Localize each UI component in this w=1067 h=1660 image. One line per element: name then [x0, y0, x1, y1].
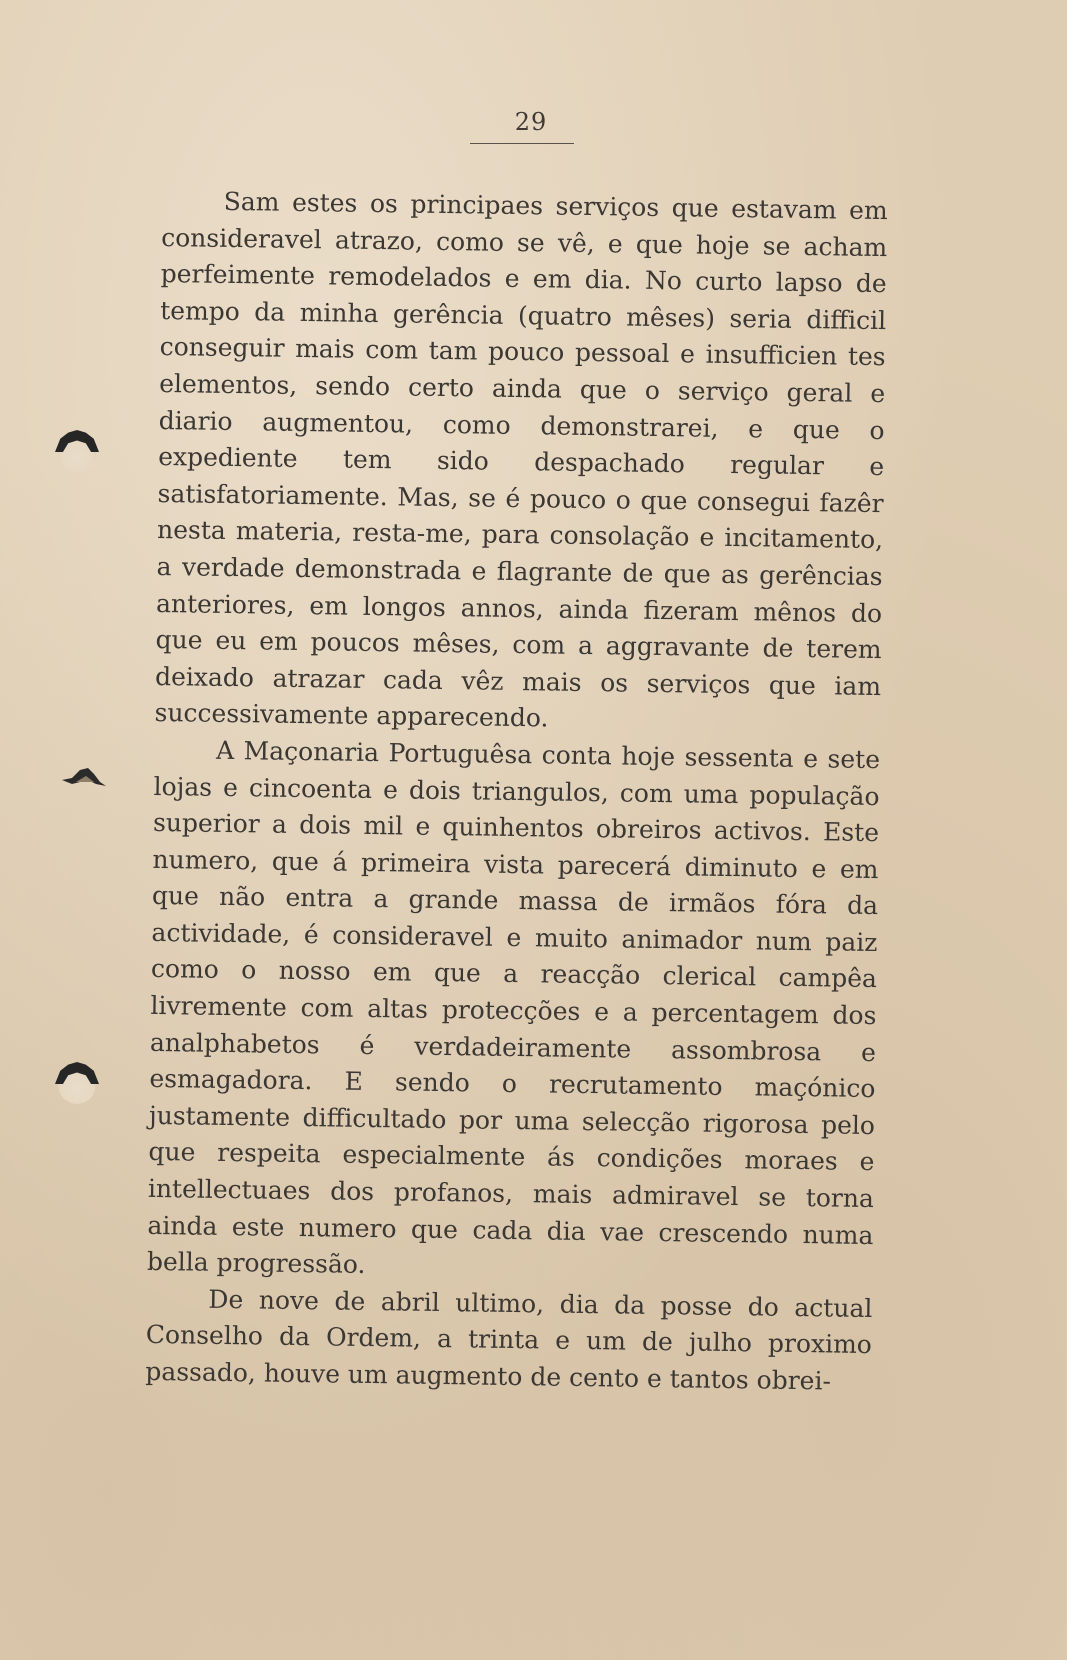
page-number-rule: [470, 143, 574, 144]
punch-hole-bottom: [58, 1066, 96, 1104]
paragraph-3: De nove de abril ultimo, dia da posse do actual Conselho da Ordem, a trinta e um de julho proximo passado, houve um augmento de cento e tantos obrei-: [145, 1284, 873, 1396]
body-text: [145, 183, 888, 1401]
punch-hole-middle: [60, 766, 108, 788]
punch-hole-top: [58, 434, 96, 472]
paragraph-2: A Maçonaria Portuguêsa conta hoje sessenta e sete lojas e cincoenta e dois triangulos, com uma população superior a dois mil e quinhentos obreiros activos. Este numero, que á primeira vista parecerá diminuto e em que não entra a grande massa de irmãos fóra da actividade, é consideravel e muito animador num paiz como o nosso em que a reacção clerical campêa livremente com altas protecções e a percentagem dos analphabetos é verdadeiramente assombrosa e esmagadora. E sendo o recrutamento maçónico justamente difficultado por uma selecção rigorosa pelo que respeita especialmente ás condições moraes e intellectuaes dos profanos, mais admiravel se torna ainda este numero que cada dia vae crescendo numa bella progressão.: [146, 735, 881, 1280]
paragraph-1: Sam estes os principaes serviços que estavam em consideravel atrazo, como se vê, e que hoje se acham perfeimente remodelados e em dia. No curto lapso de tempo da minha gerência (quatro mêses) seria difficil conseguir mais com tam pouco pessoal e insufficien tes elementos, sendo certo ainda que o serviço geral e diario augmentou, como demonstrarei, e que o expediente tem sido despachado regular e satisfatoriamente. Mas, se é pouco o que consegui fazêr nesta materia, resta-me, para consolação e incitamento, a verdade demonstrada e flagrante de que as gerências anteriores, em longos annos, ainda fizeram mênos do que eu em poucos mêses, com a aggravante de terem deixado atrazar cada vêz mais os serviços que iam successivamente apparecendo.: [154, 186, 888, 733]
page-number: 29: [514, 108, 548, 136]
